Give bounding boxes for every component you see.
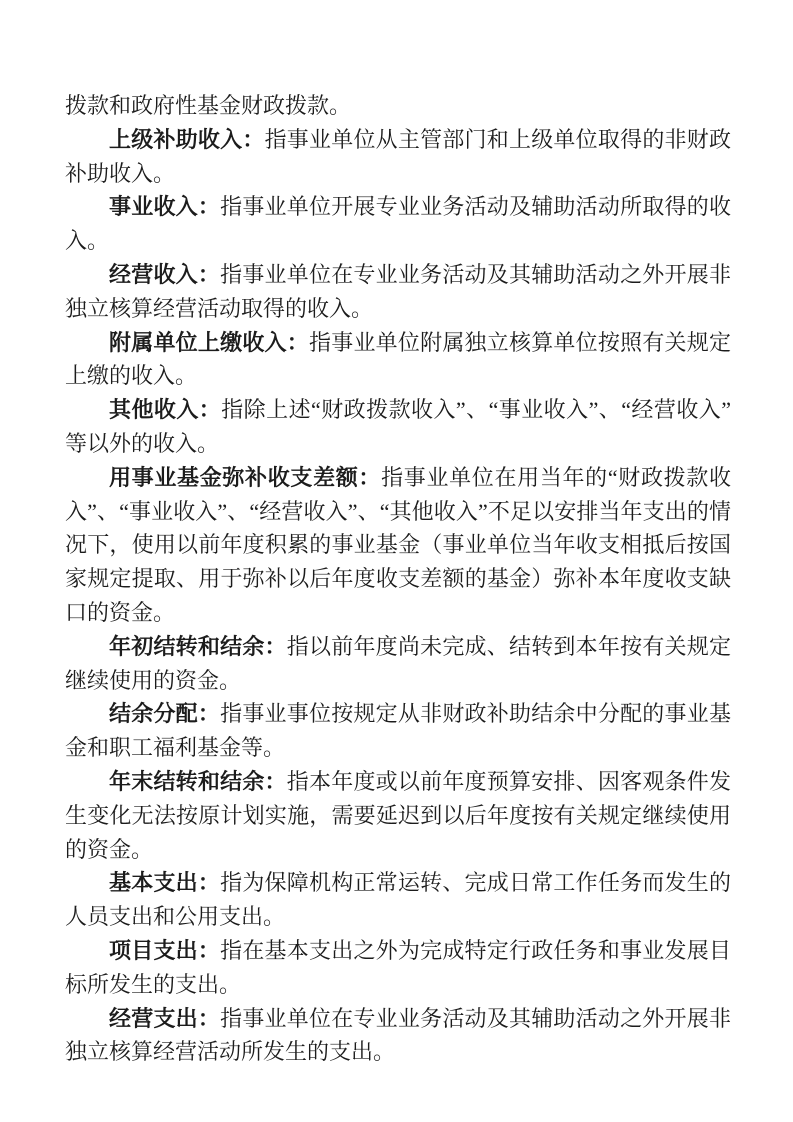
- term-definition: 指事业单位在专业业务活动及其辅助活动之外开展非独立核算经营活动取得的收入。: [65, 261, 731, 321]
- definition-paragraph: [65, 123, 731, 191]
- term-label: 用事业基金弥补收支差额：: [109, 464, 382, 490]
- term-definition: 指以前年度尚未完成、结转到本年按有关规定继续使用的资金。: [65, 633, 731, 693]
- term-definition: 指事业单位在专业业务活动及其辅助活动之外开展非独立核算经营活动所发生的支出。: [65, 1005, 731, 1065]
- definition-paragraph: [65, 1002, 731, 1070]
- continuation-paragraph: [65, 89, 731, 123]
- term-definition: 指在基本支出之外为完成特定行政任务和事业发展目标所发生的支出。: [65, 937, 731, 997]
- term-label: 经营支出：: [109, 1005, 221, 1031]
- definition-paragraph: [65, 866, 731, 934]
- document-body: [65, 89, 731, 1069]
- term-label: 项目支出：: [109, 937, 221, 963]
- term-label: 经营收入：: [109, 261, 221, 287]
- term-definition: 指事业单位附属独立核算单位按照有关规定上缴的收入。: [65, 329, 731, 389]
- term-definition: 指为保障机构正常运转、完成日常工作任务而发生的人员支出和公用支出。: [65, 870, 731, 930]
- definition-paragraph: [65, 697, 731, 765]
- term-definition: 指事业单位在用当年的“财政拨款收入”、“事业收入”、“经营收入”、“其他收入”不足以安排当年支出的情况下，使用以前年度积累的事业基金（事业单位当年收支相抵后按国家规定提取、用于弥补以后年度收支差额的基金）弥补本年度收支缺口的资金。: [65, 464, 731, 625]
- term-label: 年初结转和结余：: [109, 633, 287, 659]
- definition-paragraph: [65, 934, 731, 1002]
- definition-paragraph: [65, 461, 731, 630]
- definition-paragraph: [65, 258, 731, 326]
- term-label: 基本支出：: [109, 870, 221, 896]
- term-definition: 拨款和政府性基金财政拨款。: [65, 93, 352, 118]
- term-definition: 指除上述“财政拨款收入”、“事业收入”、“经营收入”等以外的收入。: [65, 397, 731, 456]
- term-label: 其他收入：: [109, 397, 222, 423]
- term-definition: 指本年度或以前年度预算安排、因客观条件发生变化无法按原计划实施，需要延迟到以后年度按有关规定继续使用的资金。: [65, 768, 731, 862]
- definition-paragraph: [65, 326, 731, 394]
- term-definition: 指事业单位开展专业业务活动及辅助活动所取得的收入。: [65, 194, 731, 254]
- term-label: 年末结转和结余：: [109, 768, 287, 794]
- term-label: 结余分配：: [109, 701, 221, 727]
- term-definition: 指事业单位从主管部门和上级单位取得的非财政补助收入。: [65, 126, 731, 186]
- definition-paragraph: [65, 630, 731, 698]
- term-label: 附属单位上缴收入：: [109, 329, 309, 355]
- term-definition: 指事业事位按规定从非财政补助结余中分配的事业基金和职工福利基金等。: [65, 701, 731, 761]
- term-label: 上级补助收入：: [109, 126, 265, 152]
- term-label: 事业收入：: [109, 194, 221, 220]
- definition-paragraph: [65, 765, 731, 866]
- definition-paragraph: [65, 393, 731, 461]
- definition-paragraph: [65, 190, 731, 258]
